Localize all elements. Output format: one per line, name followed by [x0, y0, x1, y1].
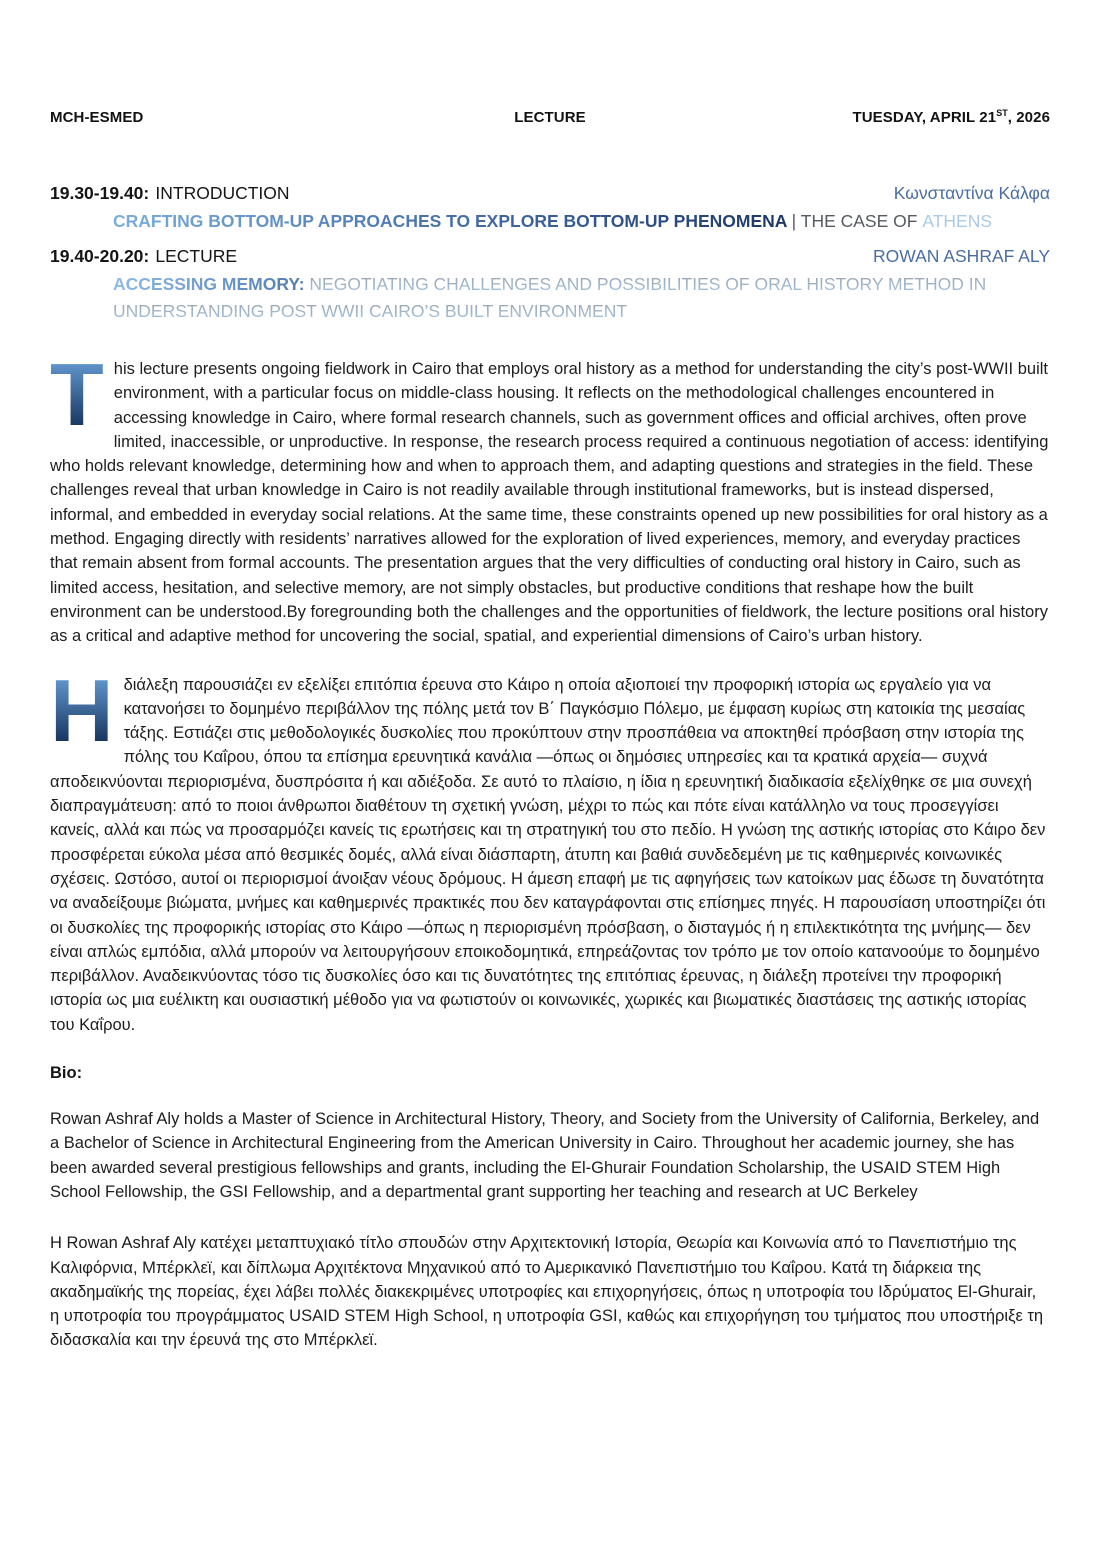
- entry-type: INTRODUCTION: [155, 183, 290, 203]
- entry-row: [50, 243, 1050, 269]
- abstract-english-text: his lecture presents ongoing fieldwork in Cairo that employs oral history as a method for understanding the city’s post-WWII built environment, with a particular focus on middle-class housing. It reflects on the methodological challenges encountered in accessing knowledge in Cairo, where formal research channels, such as government offices and official archives, often prove limited, inaccessible, or unproductive. In response, the research process required a continuous negotiation of access: identifying who holds relevant knowledge, determining how and when to approach them, and adapting questions and strategies in the field. These challenges reveal that urban knowledge in Cairo is not readily available through institutional frameworks, but is instead dispersed, informal, and embedded in everyday social relations. At the same time, these constraints opened up new possibilities for oral history as a method. Engaging directly with residents’ narratives allowed for the exploration of lived experiences, memory, and everyday practices that remain absent from formal accounts. The presentation argues that the very difficulties of conducting oral history in Cairo, such as limited access, hesitation, and selective memory, are not simply obstacles, but productive conditions that reshape how the built environment can be understood.By foregrounding both the challenges and the opportunities of fieldwork, the lecture positions oral history as a critical and adaptive method for uncovering the social, spatial, and experiential dimensions of Cairo’s urban history.: [50, 360, 1049, 646]
- abstract-greek-text: διάλεξη παρουσιάζει εν εξελίξει επιτόπια έρευνα στο Κάιρο η οποία αξιοποιεί την προφορική ιστορία ως εργαλείο για να κατανοήσει το δομημένο περιβάλλον της πόλης μετά τον Β΄ Παγκόσμιο Πόλεμο, με έμφαση κυρίως στη κατοικία της μεσαίας τάξης. Εστιάζει στις μεθοδολογικές δυσκολίες που προκύπτουν στην προσπάθεια να αποκτηθεί πρόσβαση στην ιστορία της πόλης του Καΐρου, όπου τα επίσημα ερευνητικά κανάλια —όπως οι δημόσιες υπηρεσίες και τα κρατικά αρχεία— συχνά αποδεικνύονται περιορισμένα, δυσπρόσιτα ή και αδιέξοδα. Σε αυτό το πλαίσιο, η ίδια η ερευνητική διαδικασία εξελίχθηκε σε μια συνεχή διαπραγμάτευση: από το ποιοι άνθρωποι διαθέτουν τη σχετική γνώση, μέχρι το πώς και πότε είναι κατάλληλο να τους προσεγγίσει κανείς, αλλά και πώς να προσαρμόζει κανείς τις ερωτήσεις και τη στρατηγική του στο πεδίο. Η γνώση της αστικής ιστορίας στο Κάιρο δεν προσφέρεται εύκολα μέσα από θεσμικές δομές, αλλά είναι διάσπαρτη, άτυπη και βαθιά συνδεδεμένη με τις καθημερινές κοινωνικές σχέσεις. Ωστόσο, αυτοί οι περιορισμοί άνοιξαν νέους δρόμους. Η άμεση επαφή με τις αφηγήσεις των κατοίκων μας έδωσε τη δυνατότητα να αναδείξουμε βιώματα, μνήμες και καθημερινές πρακτικές που δεν καταγράφονται στις επίσημες πηγές. Η παρουσίαση υποστηρίζει ότι οι δυσκολίες της προφορικής ιστορίας στο Κάιρο —όπως η περιορισμένη πρόσβαση, ο δισταγμός ή η επιλεκτικότητα της μνήμης— δεν είναι απλώς εμπόδια, αλλά μπορούν να λειτουργήσουν εποικοδομητικά, επηρεάζοντας τον τρόπο με τον οποίο κατανοούμε το δομημένο περιβάλλον. Αναδεικνύοντας τόσο τις δυσκολίες όσο και τις δυνατότητες της επιτόπιας έρευνας, η διάλεξη προτείνει την προφορική ιστορία ως μια ευέλικτη και ουσιαστική μέθοδο για να φωτιστούν οι κοινωνικές, χωρικές και βιωματικές διαστάσεις της αστικής ιστορίας του Καΐρου.: [50, 675, 1046, 1034]
- entry-time: 19.30-19.40:: [50, 183, 150, 203]
- schedule-entry-introduction: [50, 180, 1050, 235]
- entry-type: LECTURE: [155, 246, 238, 266]
- talk-title-main: CRAFTING BOTTOM-UP APPROACHES TO EXPLORE BOTTOM-UP PHENOMENA: [113, 211, 787, 231]
- event-date-year: , 2026: [1007, 109, 1051, 126]
- bio-english: Rowan Ashraf Aly holds a Master of Science in Architectural History, Theory, and Society from the University of California, Berkeley, and a Bachelor of Science in Architectural Engineering from the American University in Cairo. Throughout her academic journey, she has been awarded several prestigious fellowships and grants, including the El-Ghurair Foundation Scholarship, the USAID STEM High School Fellowship, the GSI Fellowship, and a departmental grant supporting her teaching and research at UC Berkeley: [50, 1110, 1040, 1201]
- entry-time: 19.40-20.20:: [50, 246, 150, 266]
- entry-title: [50, 271, 1050, 325]
- schedule-entry-lecture: [50, 243, 1050, 325]
- speaker-name: ROWAN ASHRAF ALY: [873, 246, 1050, 266]
- entry-time-label: [50, 243, 237, 269]
- bio-heading: Bio:: [50, 1064, 83, 1083]
- entry-row: [50, 180, 1050, 206]
- program-code: MCH-ESMED: [50, 109, 144, 126]
- speaker-name: Κωνσταντίνα Κάλφα: [893, 183, 1050, 203]
- entry-title: [50, 208, 1050, 235]
- event-date: [586, 108, 1050, 126]
- page-header: [50, 108, 1050, 126]
- session-type-heading: LECTURE: [514, 109, 586, 126]
- event-date-text: TUESDAY, APRIL 21: [852, 109, 997, 126]
- abstract-english: [50, 345, 1050, 649]
- talk-title-main: ACCESSING MEMORY:: [113, 274, 305, 294]
- dropcap-letter: T: [50, 357, 114, 431]
- entry-time-label: [50, 180, 290, 206]
- talk-title-subtitle: NEGOTIATING CHALLENGES AND POSSIBILITIES OF ORAL HISTORY METHOD IN UNDERSTANDING POST WWII CAIRO’S BUILT ENVIRONMENT: [113, 274, 987, 321]
- dropcap-letter: Η: [50, 673, 124, 747]
- bio-greek: Η Rowan Ashraf Aly κατέχει μεταπτυχιακό τίτλο σπουδών στην Αρχιτεκτονική Ιστορία, Θεωρία και Κοινωνία από το Πανεπιστήμιο της Καλιφόρνια, Μπέρκλεϊ, και δίπλωμα Αρχιτέκτονα Μηχανικού από το Αμερικανικό Πανεπιστήμιο του Καΐρου. Κατά τη διάρκεια της ακαδημαϊκής της πορείας, έχει λάβει πολλές διακεκριμένες υποτροφίες και επιχορηγήσεις, όπως η υποτροφία του Ιδρύματος El-Ghurair, η υποτροφία του προγράμματος USAID STEM High School, η υποτροφία GSI, καθώς και επιχορήγηση του τμήματος που υποστήριξε τη διδασκαλία και την έρευνά της στο Μπέρκλεϊ.: [50, 1234, 1044, 1350]
- abstract-greek: [50, 660, 1050, 1037]
- schedule: [50, 180, 1050, 325]
- talk-title-subtitle: | THE CASE OF: [791, 211, 918, 231]
- event-date-ordinal: ST: [996, 108, 1008, 118]
- talk-title-subtitle-place: ATHENS: [922, 211, 993, 231]
